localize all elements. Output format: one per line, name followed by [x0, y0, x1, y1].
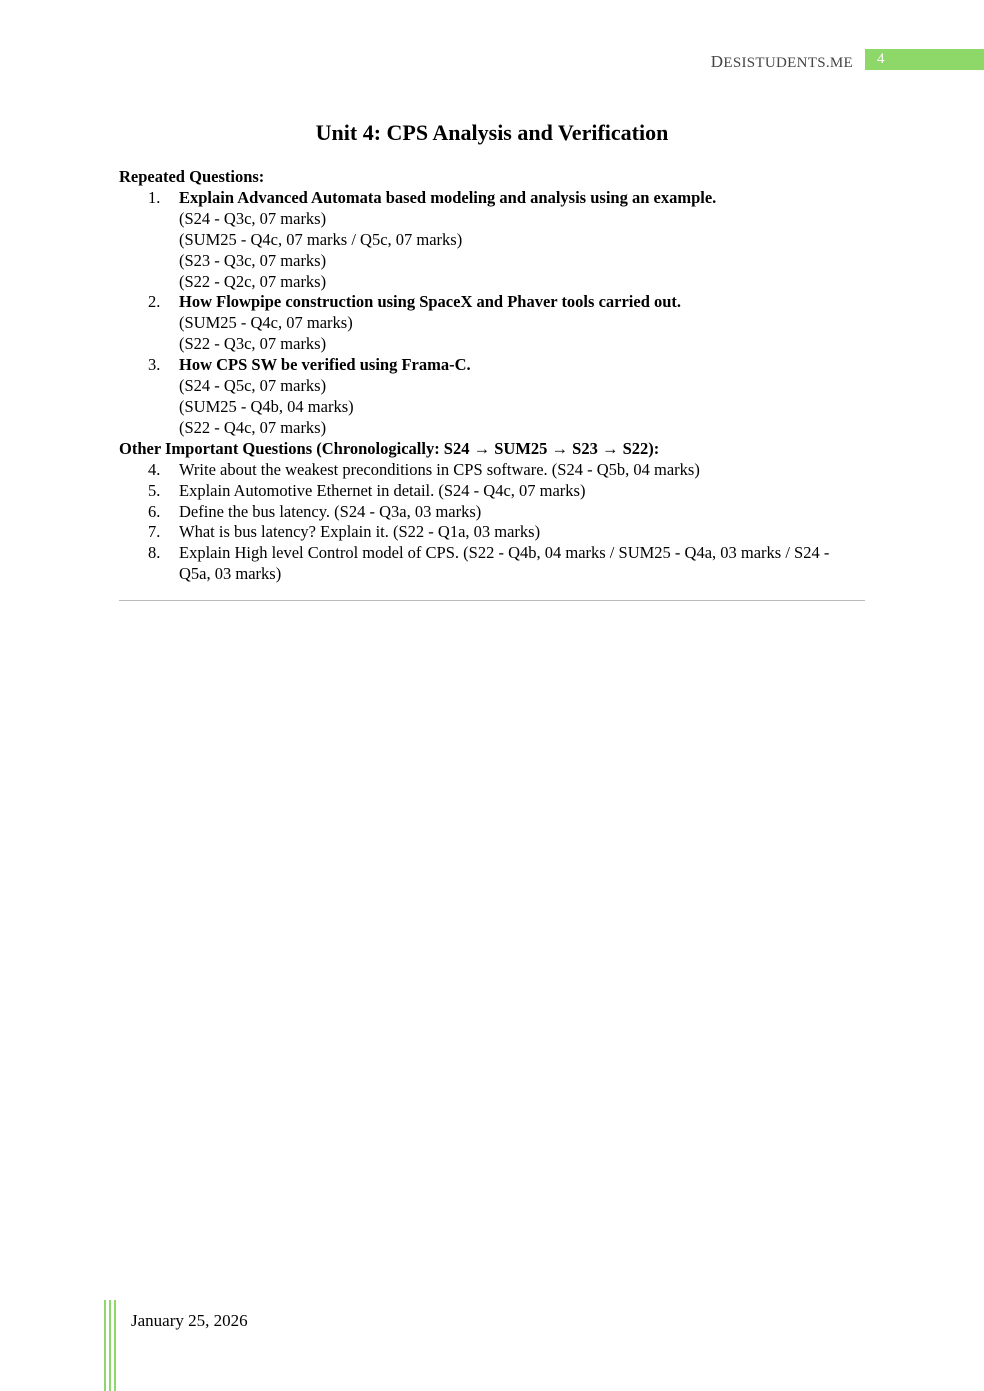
question-number: 8.	[148, 543, 161, 563]
site-name-first-letter: D	[710, 52, 724, 71]
question-ref: (S22 - Q4c, 07 marks)	[179, 417, 327, 437]
question-number: 1.	[148, 187, 161, 207]
question-item	[119, 292, 865, 355]
footer-bars-decoration	[104, 1300, 120, 1391]
footer-date: January 25, 2026	[131, 1311, 248, 1330]
question-item	[119, 355, 865, 439]
question-text: What is bus latency? Explain it. (S22 - Q1a, 03 marks)	[179, 522, 541, 542]
document-body	[119, 167, 865, 585]
question-ref: (S22 - Q2c, 07 marks)	[179, 271, 327, 291]
question-item	[119, 481, 865, 502]
header-site-name	[711, 52, 853, 72]
horizontal-divider	[119, 600, 865, 601]
footer-bar	[114, 1300, 116, 1391]
question-number: 6.	[148, 501, 161, 521]
question-text: Explain Automotive Ethernet in detail. (S24 - Q4c, 07 marks)	[179, 480, 586, 500]
question-ref: (S24 - Q3c, 07 marks)	[179, 208, 327, 228]
question-ref: (S23 - Q3c, 07 marks)	[179, 250, 327, 270]
repeated-questions-heading: Repeated Questions:	[119, 167, 265, 186]
question-text: Explain Advanced Automata based modeling and analysis using an example.	[179, 187, 717, 207]
site-name-rest: ESISTUDENTS.ME	[723, 55, 853, 71]
question-ref: (S22 - Q3c, 07 marks)	[179, 334, 327, 354]
question-item	[119, 502, 865, 523]
question-item	[119, 460, 865, 481]
question-ref: (SUM25 - Q4c, 07 marks)	[179, 313, 353, 333]
question-number: 2.	[148, 292, 161, 312]
question-text: Write about the weakest preconditions in CPS software. (S24 - Q5b, 04 marks)	[179, 459, 700, 479]
page-number-badge: 4	[865, 49, 984, 70]
question-text: Explain High level Control model of CPS. (S22 - Q4b, 04 marks / SUM25 - Q4a, 03 marks / S24 - Q5a, 03 marks)	[179, 543, 830, 584]
question-number: 7.	[148, 522, 161, 542]
question-item	[119, 522, 865, 543]
page-title: Unit 4: CPS Analysis and Verification	[315, 120, 669, 145]
question-number: 4.	[148, 459, 161, 479]
question-text: Define the bus latency. (S24 - Q3a, 03 marks)	[179, 501, 482, 521]
question-text: How CPS SW be verified using Frama-C.	[179, 355, 471, 375]
footer-bar	[109, 1300, 111, 1391]
question-number: 5.	[148, 480, 161, 500]
question-item	[119, 543, 865, 585]
question-ref: (S24 - Q5c, 07 marks)	[179, 376, 327, 396]
question-text: How Flowpipe construction using SpaceX and Phaver tools carried out.	[179, 292, 682, 312]
other-questions-heading: Other Important Questions (Chronologically: S24 → SUM25 → S23 → S22):	[119, 438, 660, 458]
footer-bar	[104, 1300, 106, 1391]
question-ref: (SUM25 - Q4b, 04 marks)	[179, 396, 354, 416]
question-ref: (SUM25 - Q4c, 07 marks / Q5c, 07 marks)	[179, 229, 463, 249]
question-item	[119, 188, 865, 293]
question-number: 3.	[148, 355, 161, 375]
